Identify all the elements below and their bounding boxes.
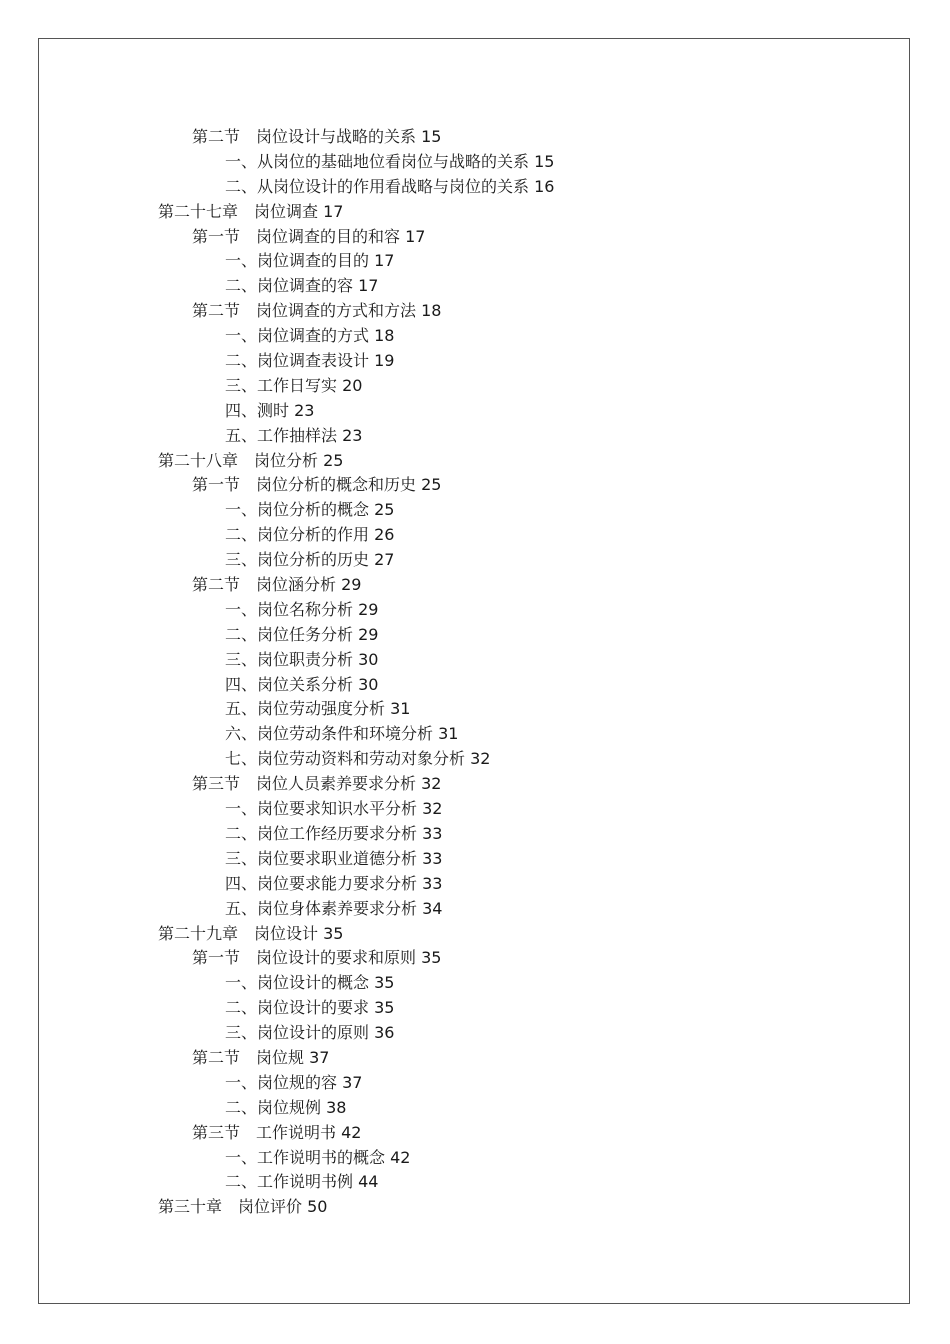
toc-subsection: 一、工作说明书的概念 42 [225,1147,411,1167]
toc-subsection: 二、岗位设计的要求 35 [225,998,395,1018]
table-of-contents [0,125,950,1220]
toc-subsection: 一、岗位分析的概念 25 [225,500,395,520]
toc-subsection: 五、岗位身体素养要求分析 34 [225,898,443,918]
toc-subsection: 二、岗位工作经历要求分析 33 [225,823,443,843]
toc-subsection: 二、从岗位设计的作用看战略与岗位的关系 16 [225,176,555,196]
toc-subsection: 三、工作日写实 20 [225,375,363,395]
toc-subsection: 七、岗位劳动资料和劳动对象分析 32 [225,749,491,769]
toc-subsection: 五、工作抽样法 23 [225,425,363,445]
toc-section: 第二节 岗位涵分析 29 [192,575,362,595]
toc-section: 第三节 工作说明书 42 [192,1122,362,1142]
toc-subsection: 二、岗位规例 38 [225,1097,347,1117]
toc-section: 第一节 岗位分析的概念和历史 25 [192,475,442,495]
toc-subsection: 一、岗位规的容 37 [225,1072,363,1092]
toc-subsection: 三、岗位职责分析 30 [225,649,379,669]
toc-subsection: 四、岗位关系分析 30 [225,674,379,694]
toc-section: 第二节 岗位调查的方式和方法 18 [192,301,442,321]
toc-subsection: 四、岗位要求能力要求分析 33 [225,873,443,893]
toc-subsection: 一、从岗位的基础地位看岗位与战略的关系 15 [225,151,555,171]
toc-section: 第二节 岗位规 37 [192,1047,330,1067]
toc-subsection: 二、岗位分析的作用 26 [225,525,395,545]
toc-chapter: 第二十八章 岗位分析 25 [158,450,344,470]
toc-subsection: 一、岗位调查的方式 18 [225,326,395,346]
toc-section: 第二节 岗位设计与战略的关系 15 [192,127,442,146]
toc-subsection: 一、岗位调查的目的 17 [225,251,395,271]
toc-subsection: 五、岗位劳动强度分析 31 [225,699,411,719]
toc-subsection: 一、岗位设计的概念 35 [225,973,395,993]
toc-chapter: 第三十章 岗位评价 50 [158,1197,328,1217]
toc-subsection: 二、岗位调查表设计 19 [225,351,395,371]
toc-subsection: 一、岗位要求知识水平分析 32 [225,799,443,819]
toc-chapter: 第二十九章 岗位设计 35 [158,923,344,943]
toc-subsection: 一、岗位名称分析 29 [225,599,379,619]
toc-subsection: 三、岗位要求职业道德分析 33 [225,848,443,868]
toc-subsection: 六、岗位劳动条件和环境分析 31 [225,724,459,744]
toc-section: 第一节 岗位调查的目的和容 17 [192,226,426,246]
toc-subsection: 二、工作说明书例 44 [225,1172,379,1192]
toc-subsection: 四、测时 23 [225,400,315,420]
toc-subsection: 三、岗位设计的原则 36 [225,1023,395,1043]
toc-section: 第一节 岗位设计的要求和原则 35 [192,948,442,968]
toc-subsection: 二、岗位调查的容 17 [225,276,379,296]
toc-subsection: 二、岗位任务分析 29 [225,624,379,644]
toc-chapter: 第二十七章 岗位调查 17 [158,201,344,221]
toc-section: 第三节 岗位人员素养要求分析 32 [192,774,442,794]
toc-subsection: 三、岗位分析的历史 27 [225,550,395,570]
